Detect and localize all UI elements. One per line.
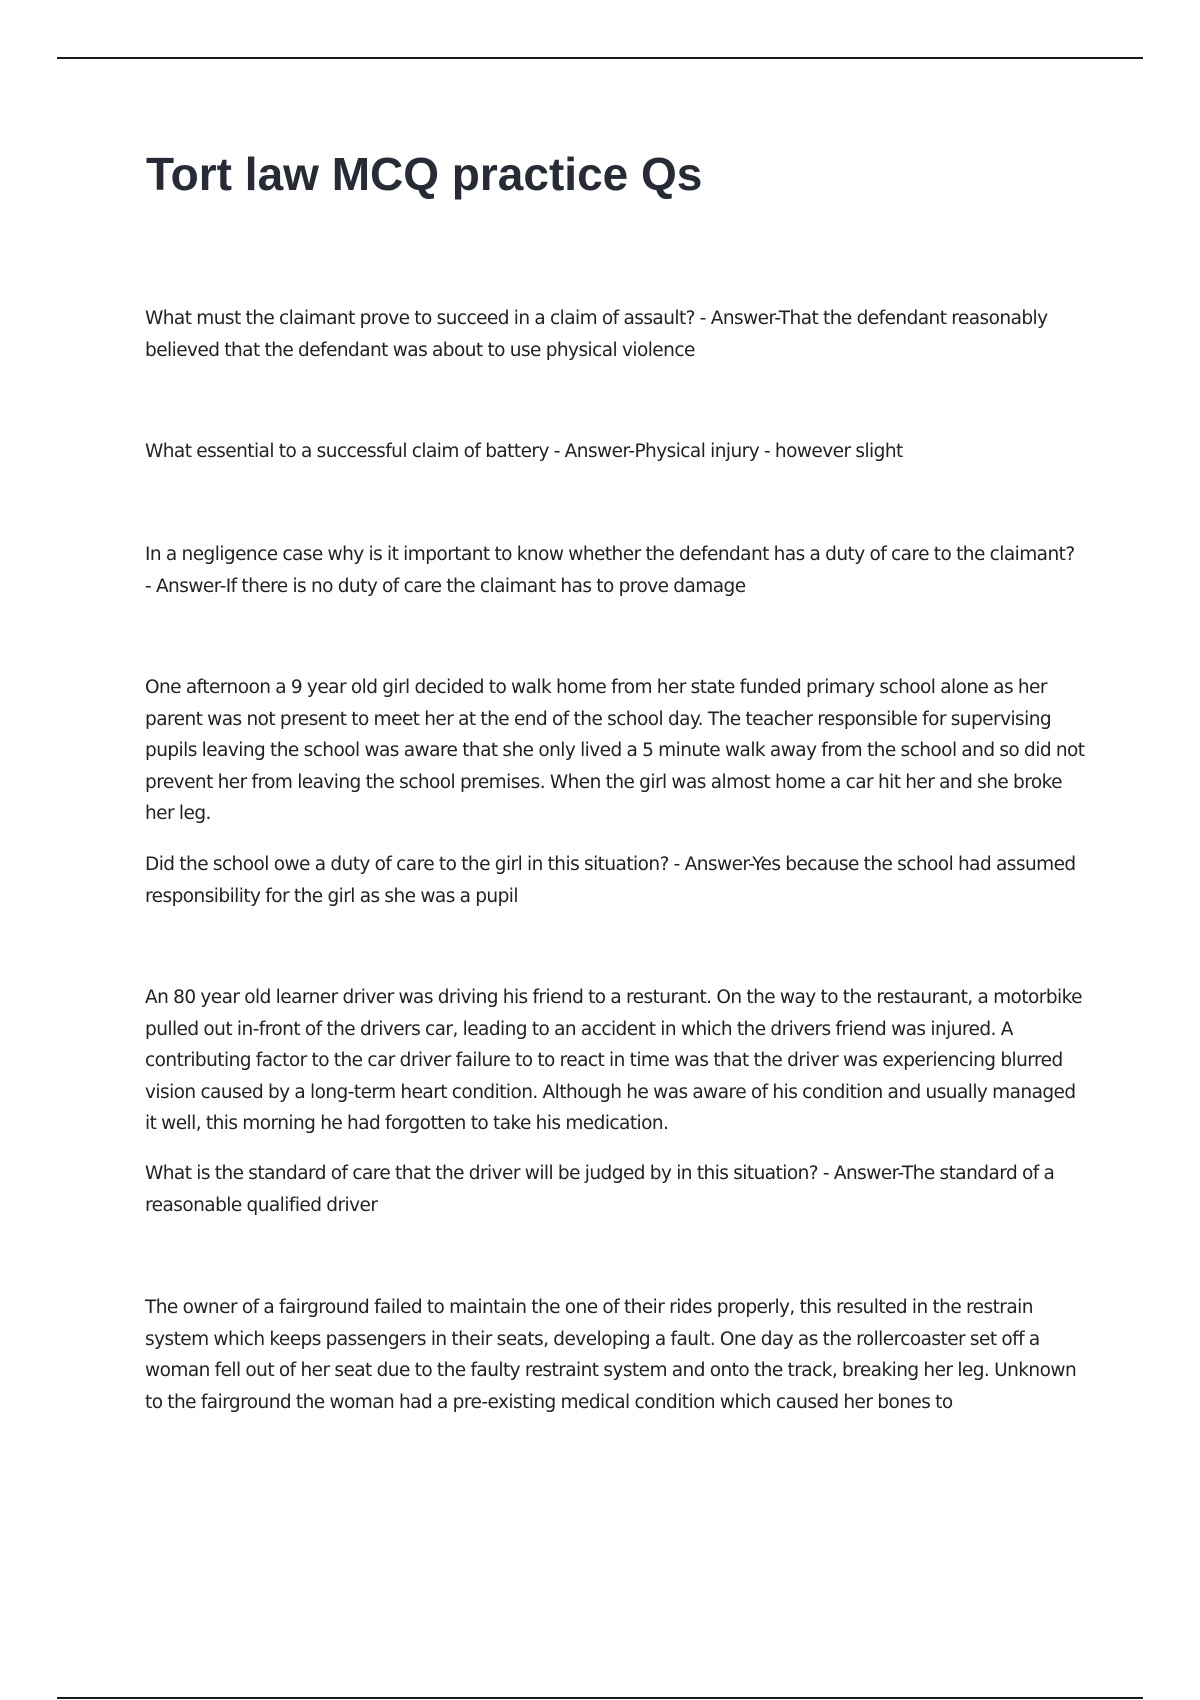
qa-battery: What essential to a successful claim of battery - Answer-Physical injury - however slight [145,441,903,462]
bottom-rule [57,1697,1143,1699]
qa-school-duty: Did the school owe a duty of care to the girl in this situation? - Answer-Yes because the school had assumed responsibility for the girl as she was a pupil [145,854,1076,907]
scenario-fairground: The owner of a fairground failed to maintain the one of their rides properly, this resulted in the restrain system which keeps passengers in their seats, developing a fault. One day as the rollercoaster set off a woman fell out of her seat due to the faulty restraint system and onto the track, breaking her leg. Unknown to the fairground the woman had a pre-existing medical condition which caused her bones to [145,1297,1077,1413]
top-rule [57,57,1143,59]
scenario-learner-driver: An 80 year old learner driver was driving his friend to a resturant. On the way to the restaurant, a motorbike pulled out in-front of the drivers car, leading to an accident in which the drivers friend was injured. A contributing factor to the car driver failure to to react in time was that the driver was experiencing blurred vision caused by a long-term heart condition. Although he was aware of his condition and usually managed it well, this morning he had forgotten to take his medication. [145,987,1082,1134]
qa-assault: What must the claimant prove to succeed in a claim of assault? - Answer-That the defendant reasonably believed that the defendant was about to use physical violence [145,308,1048,361]
scenario-school-girl: One afternoon a 9 year old girl decided to walk home from her state funded primary school alone as her parent was not present to meet her at the end of the school day. The teacher responsible for supervising pupils leaving the school was aware that she only lived a 5 minute walk away from the school and so did not prevent her from leaving the school premises. When the girl was almost home a car hit her and she broke her leg. [145,677,1085,824]
page-title: Tort law MCQ practice Qs [146,148,703,200]
qa-standard-of-care: What is the standard of care that the driver will be judged by in this situation? - Answer-The standard of a reasonable qualified driver [145,1163,1055,1216]
qa-duty-of-care: In a negligence case why is it important to know whether the defendant has a duty of care to the claimant? - Answer-If there is no duty of care the claimant has to prove damage [145,544,1075,597]
